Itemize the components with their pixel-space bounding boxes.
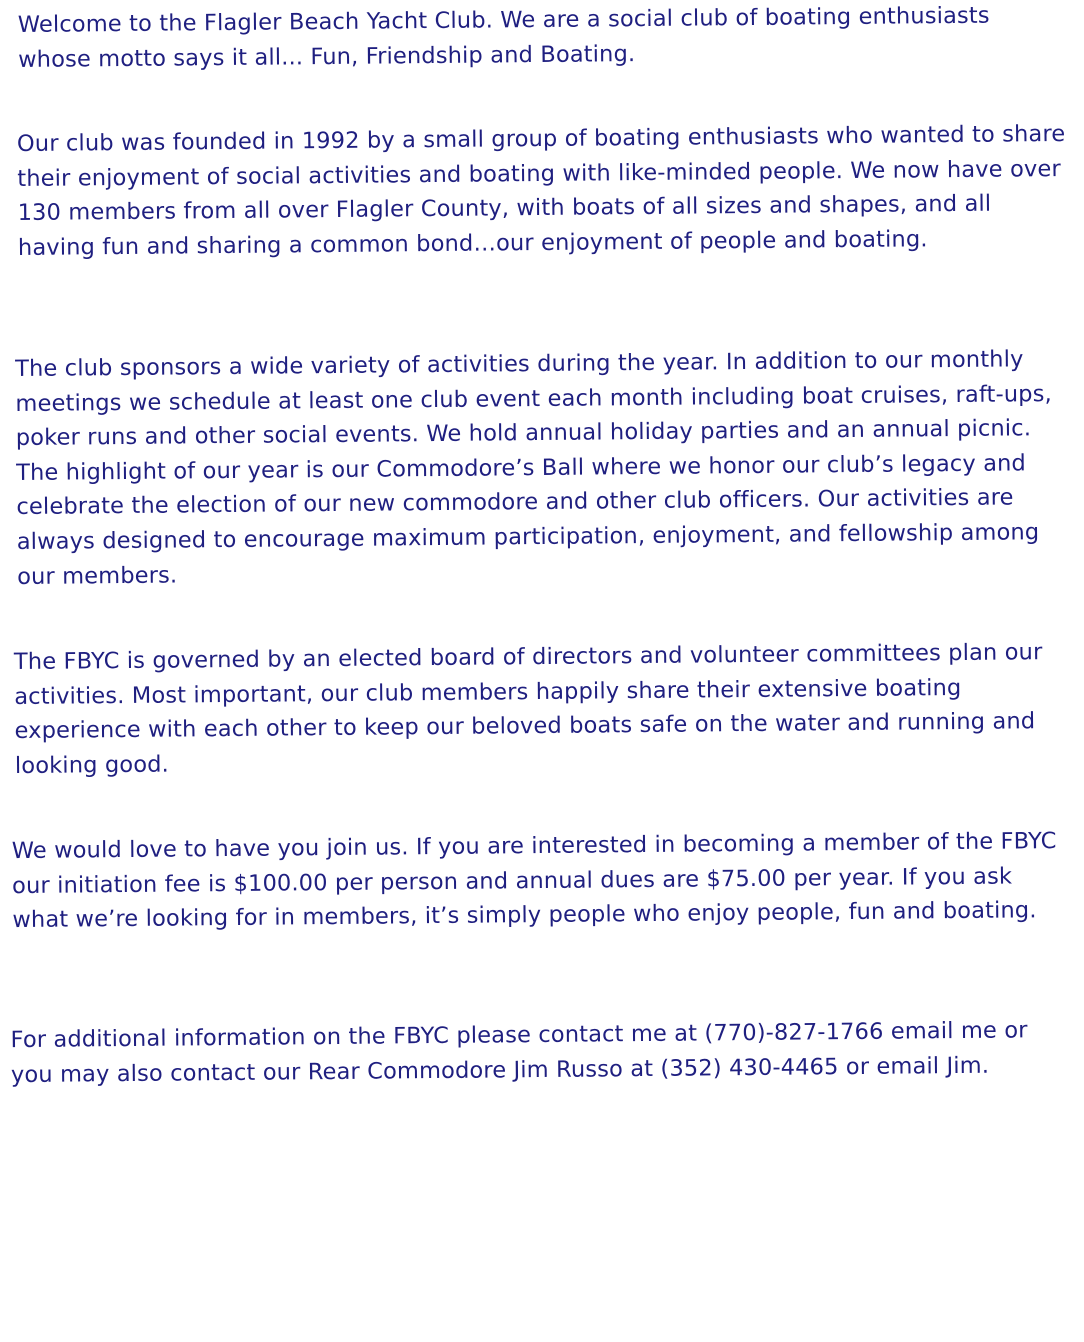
history-paragraph: Our club was founded in 1992 by a small group of boating enthusiasts who wanted to share their enjoyment of social activities and boating with like-minded people. We now have over 130 members from all over Flagler County, with boats of all sizes and shapes, and all having fun and sharing a common bond…our enjoyment of people and boating.: [16, 120, 1066, 261]
membership-paragraph: We would love to have you join us. If you are interested in becoming a member of the FBYC our initiation fee is $100.00 per person and annual dues are $75.00 per year. If you ask what we’re looking for in members, it’s simply people who enjoy people, fun and boating.: [11, 828, 1057, 934]
activities-paragraph: The club sponsors a wide variety of activities during the year. In addition to our monthly meetings we schedule at least one club event each month including boat cruises, raft-ups, poker runs and other social events. We hold annual holiday parties and an annual picnic. The highlight of our year is our Commodore’s Ball where we honor our club’s legacy and celebrate the election of our new commodore and other club officers. Our activities are always designed to encourage maximum participation, enjoyment, and fellowship among our members.: [15, 346, 1052, 590]
contact-paragraph: For additional information on the FBYC please contact me at (770)-827-1766 email me or you may also contact our Rear Commodore Jim Russo at (352) 430-4465 or email Jim.: [10, 1017, 1028, 1088]
governance-paragraph: The FBYC is governed by an elected board of directors and volunteer committees plan our activities. Most important, our club members happily share their extensive boating experience with each other to keep our beloved boats safe on the water and running and looking good.: [13, 639, 1043, 779]
welcome-paragraph: Welcome to the Flagler Beach Yacht Club. We are a social club of boating enthusiasts whose motto says it all... Fun, Friendship and Boating.: [17, 2, 990, 73]
